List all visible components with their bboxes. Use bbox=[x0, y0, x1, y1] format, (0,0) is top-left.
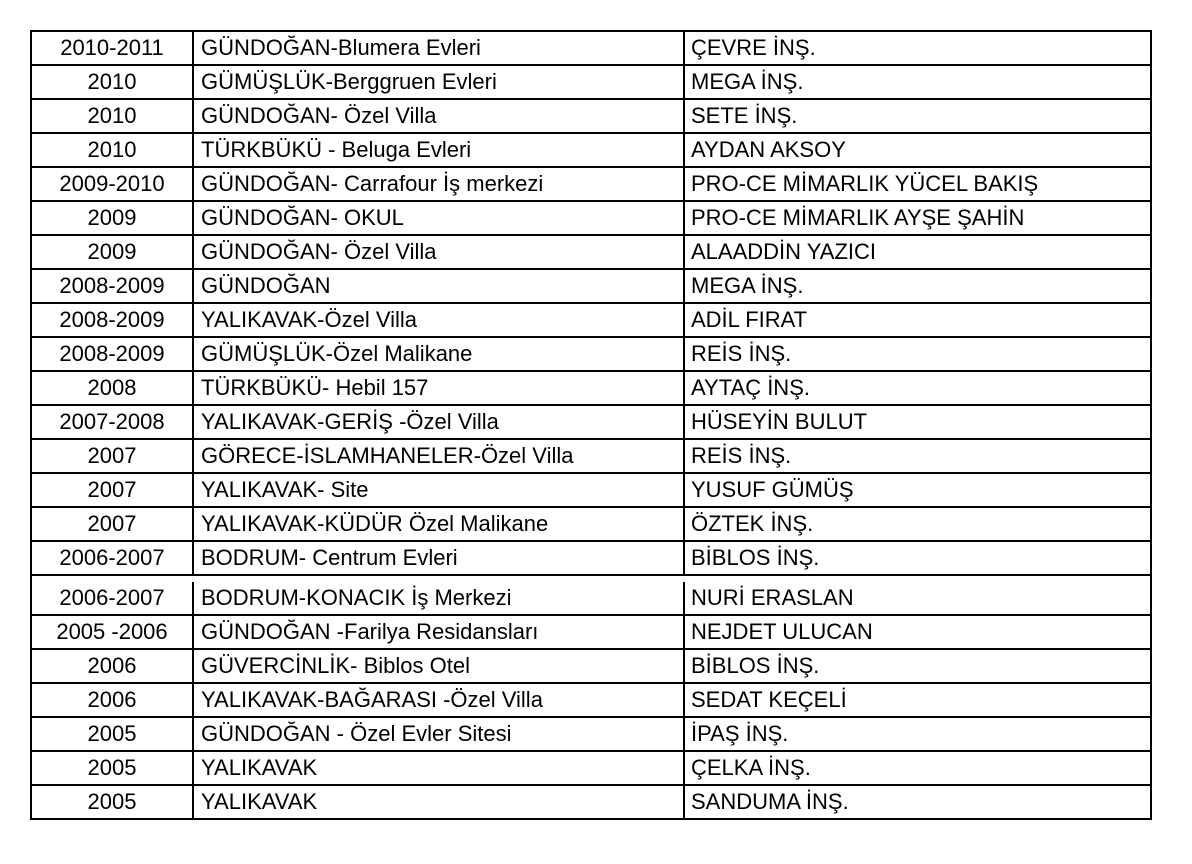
firm-cell: ALAADDİN YAZICI bbox=[691, 239, 877, 264]
location-cell: TÜRKBÜKÜ - Beluga Evleri bbox=[194, 134, 685, 166]
table-row bbox=[32, 650, 1150, 684]
firm-cell: ÖZTEK İNŞ. bbox=[691, 511, 814, 536]
year-cell: 2009-2010 bbox=[32, 168, 194, 200]
table-row bbox=[32, 338, 1150, 372]
firm-cell: HÜSEYİN BULUT bbox=[691, 409, 868, 434]
table-row bbox=[32, 202, 1150, 236]
firm-cell: NEJDET ULUCAN bbox=[691, 619, 873, 644]
year-cell: 2010 bbox=[32, 66, 194, 98]
table-row bbox=[32, 474, 1150, 508]
location-cell: GÜNDOĞAN- Carrafour İş merkezi bbox=[194, 168, 685, 200]
firm-cell: BİBLOS İNŞ. bbox=[691, 653, 820, 678]
firm-cell: PRO-CE MİMARLIK YÜCEL BAKIŞ bbox=[691, 171, 1039, 196]
firm-cell: REİS İNŞ. bbox=[691, 443, 792, 468]
firm-cell: SEDAT KEÇELİ bbox=[691, 687, 847, 712]
location-cell: YALIKAVAK bbox=[194, 786, 685, 818]
location-cell: GÜNDOĞAN- Özel Villa bbox=[194, 100, 685, 132]
year-cell: 2005 bbox=[32, 718, 194, 750]
table-row bbox=[32, 372, 1150, 406]
location-cell: YALIKAVAK-Özel Villa bbox=[194, 304, 685, 336]
year-cell: 2005 -2006 bbox=[32, 616, 194, 648]
firm-cell: YUSUF GÜMÜŞ bbox=[691, 477, 854, 502]
location-cell: GÜNDOĞAN -Farilya Residansları bbox=[194, 616, 685, 648]
year-cell: 2007 bbox=[32, 440, 194, 472]
year-cell: 2007-2008 bbox=[32, 406, 194, 438]
location-cell: YALIKAVAK-KÜDÜR Özel Malikane bbox=[194, 508, 685, 540]
location-cell: GÜNDOĞAN- OKUL bbox=[194, 202, 685, 234]
table-row bbox=[32, 134, 1150, 168]
year-cell: 2009 bbox=[32, 202, 194, 234]
year-cell: 2008-2009 bbox=[32, 270, 194, 302]
year-cell: 2006-2007 bbox=[32, 582, 194, 614]
year-cell: 2005 bbox=[32, 752, 194, 784]
table-row bbox=[32, 616, 1150, 650]
firm-cell: AYTAÇ İNŞ. bbox=[691, 375, 810, 400]
table-row bbox=[32, 786, 1150, 820]
location-cell: BODRUM- Centrum Evleri bbox=[194, 542, 685, 574]
firm-cell: ADİL FIRAT bbox=[691, 307, 808, 332]
table-row bbox=[32, 718, 1150, 752]
year-cell: 2008-2009 bbox=[32, 338, 194, 370]
firm-cell: ÇELKA İNŞ. bbox=[691, 755, 811, 780]
table-row bbox=[32, 66, 1150, 100]
location-cell: BODRUM-KONACIK İş Merkezi bbox=[194, 582, 685, 614]
firm-cell: REİS İNŞ. bbox=[691, 341, 792, 366]
firm-cell: BİBLOS İNŞ. bbox=[691, 545, 820, 570]
firm-cell: İPAŞ İNŞ. bbox=[691, 721, 789, 746]
table-row bbox=[32, 406, 1150, 440]
year-cell: 2008-2009 bbox=[32, 304, 194, 336]
firm-cell: MEGA İNŞ. bbox=[691, 273, 804, 298]
firm-cell: ÇEVRE İNŞ. bbox=[691, 35, 816, 60]
year-cell: 2010 bbox=[32, 100, 194, 132]
projects-table-part-2 bbox=[30, 582, 1152, 820]
year-cell: 2006-2007 bbox=[32, 542, 194, 574]
location-cell: GÜMÜŞLÜK-Özel Malikane bbox=[194, 338, 685, 370]
location-cell: GÖRECE-İSLAMHANELER-Özel Villa bbox=[194, 440, 685, 472]
location-cell: GÜNDOĞAN - Özel Evler Sitesi bbox=[194, 718, 685, 750]
firm-cell: MEGA İNŞ. bbox=[691, 69, 804, 94]
year-cell: 2007 bbox=[32, 474, 194, 506]
location-cell: YALIKAVAK-GERİŞ -Özel Villa bbox=[194, 406, 685, 438]
location-cell: GÜMÜŞLÜK-Berggruen Evleri bbox=[194, 66, 685, 98]
firm-cell: SANDUMA İNŞ. bbox=[691, 789, 849, 814]
table-row bbox=[32, 508, 1150, 542]
table-row bbox=[32, 752, 1150, 786]
table-row bbox=[32, 236, 1150, 270]
table-row bbox=[32, 440, 1150, 474]
location-cell: YALIKAVAK-BAĞARASI -Özel Villa bbox=[194, 684, 685, 716]
year-cell: 2008 bbox=[32, 372, 194, 404]
table-row bbox=[32, 168, 1150, 202]
firm-cell: NURİ ERASLAN bbox=[691, 585, 854, 610]
table-row bbox=[32, 270, 1150, 304]
year-cell: 2006 bbox=[32, 650, 194, 682]
firm-cell: AYDAN AKSOY bbox=[691, 137, 846, 162]
location-cell: GÜNDOĞAN-Blumera Evleri bbox=[194, 32, 685, 64]
location-cell: GÜNDOĞAN bbox=[194, 270, 685, 302]
location-cell: YALIKAVAK bbox=[194, 752, 685, 784]
year-cell: 2009 bbox=[32, 236, 194, 268]
firm-cell: SETE İNŞ. bbox=[691, 103, 798, 128]
year-cell: 2007 bbox=[32, 508, 194, 540]
year-cell: 2005 bbox=[32, 786, 194, 818]
projects-table bbox=[30, 30, 1152, 820]
location-cell: GÜNDOĞAN- Özel Villa bbox=[194, 236, 685, 268]
table-row bbox=[32, 684, 1150, 718]
table-row bbox=[32, 542, 1150, 576]
year-cell: 2010 bbox=[32, 134, 194, 166]
location-cell: TÜRKBÜKÜ- Hebil 157 bbox=[194, 372, 685, 404]
table-row bbox=[32, 304, 1150, 338]
table-row bbox=[32, 32, 1150, 66]
firm-cell: PRO-CE MİMARLIK AYŞE ŞAHİN bbox=[691, 205, 1025, 230]
location-cell: GÜVERCİNLİK- Biblos Otel bbox=[194, 650, 685, 682]
table-row bbox=[32, 582, 1150, 616]
table-row bbox=[32, 100, 1150, 134]
year-cell: 2006 bbox=[32, 684, 194, 716]
year-cell: 2010-2011 bbox=[32, 32, 194, 64]
location-cell: YALIKAVAK- Site bbox=[194, 474, 685, 506]
projects-table-part-1 bbox=[30, 30, 1152, 576]
